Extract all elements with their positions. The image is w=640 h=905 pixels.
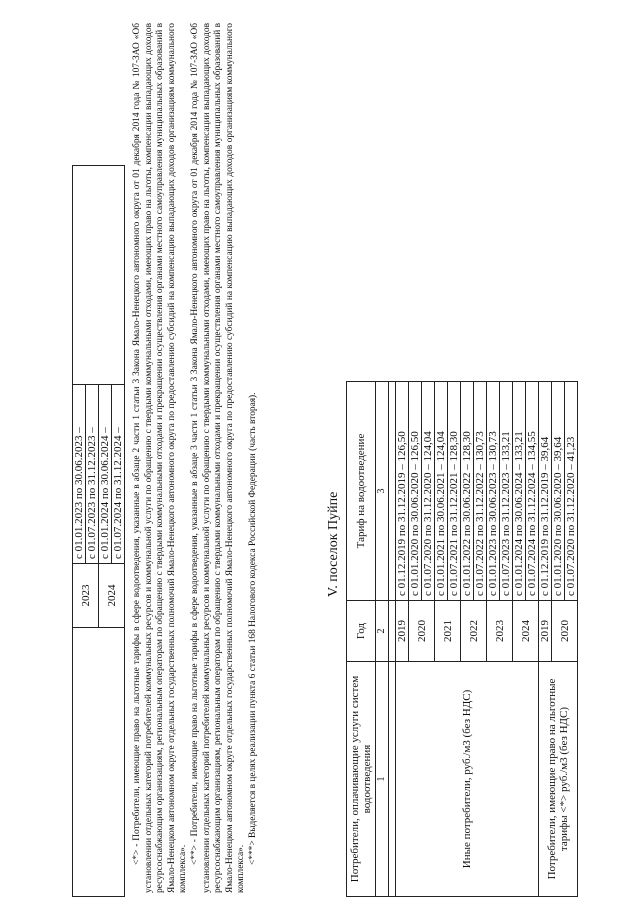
consumer-cell: Иные потребители, руб./м3 (без НДС) bbox=[396, 662, 539, 897]
period-cell: с 01.07.2022 по 31.12.2022 – 130,73 bbox=[474, 382, 487, 601]
spacer-row bbox=[389, 382, 396, 897]
year-cell: 2022 bbox=[461, 601, 487, 662]
period-cell: с 01.07.2024 по 31.12.2024 – 134,55 bbox=[526, 382, 539, 601]
header-year: Год bbox=[347, 601, 376, 662]
year-cell: 2020 bbox=[552, 601, 578, 662]
footnote: <***> Выделяется в целях реализации пункта 6 статьи 168 Налогового кодекса Российской Федерации (часть вторая). bbox=[247, 392, 258, 865]
period-cell: с 01.01.2024 по 30.06.2024 – bbox=[99, 385, 112, 564]
year-cell: 2024 bbox=[99, 564, 125, 628]
period-cell: с 01.01.2020 по 30.06.2020 – 39,64 bbox=[552, 382, 565, 601]
index-cell: 2 bbox=[376, 601, 389, 662]
tariff-table bbox=[346, 381, 578, 897]
table-header-row bbox=[347, 382, 376, 897]
year-cell: 2019 bbox=[396, 601, 409, 662]
table-row bbox=[539, 382, 552, 897]
period-cell: с 01.01.2023 по 30.06.2023 – bbox=[73, 385, 86, 564]
header-tariff: Тариф на водоотведение bbox=[347, 382, 376, 601]
period-cell: с 01.12.2019 по 31.12.2019 – 126,50 bbox=[396, 382, 409, 601]
consumer-cell: Потребители, имеющие право на льготные тарифы <*> руб./м3 (без НДС) bbox=[539, 662, 578, 897]
period-cell: с 01.01.2021 по 30.06.2021 – 124,04 bbox=[435, 382, 448, 601]
year-cell: 2021 bbox=[435, 601, 461, 662]
period-cell: с 01.07.2023 по 31.12.2023 – bbox=[86, 385, 99, 564]
period-cell: с 01.01.2024 по 30.06.2024 – 133,21 bbox=[513, 382, 526, 601]
period-cell: с 01.01.2020 по 30.06.2020 – 126,50 bbox=[409, 382, 422, 601]
period-cell: с 01.07.2023 по 31.12.2023 – 133,21 bbox=[500, 382, 513, 601]
year-cell: 2020 bbox=[409, 601, 435, 662]
empty-cell bbox=[73, 166, 125, 385]
footnote: <**> - Потребители, имеющие право на льготные тарифы в сфере водоотведения, указанные в абзаце 3 части 1 статьи 3 Закона Ямало-Ненецкого автономного округа от 01 декабря 2014 года № 107-ЗАО «Об установлении отдельных категорий потребителей коммунальных ресурсов и коммунальной услуги по обращению с твердыми коммунальными отходами, имеющих право на льготы, компенсации выпадающих доходов ресурсоснабжающим организациям, региональным операторам по обращению с твердыми коммунальными отходами и прекращении осуществления органами местного самоуправления муниципальных образований в Ямало-Ненецком автономном округе отдельных государственных полномочий Ямало-Ненецкого автономного округа по предоставлению субсидий на компенсацию выпадающих доходов организациям коммунального комплекса». bbox=[189, 23, 247, 893]
year-cell: 2024 bbox=[513, 601, 539, 662]
header-consumers: Потребители, оплачивающие услуги систем водоотведения bbox=[347, 662, 376, 897]
period-cell: с 01.07.2024 по 31.12.2024 – bbox=[112, 385, 125, 564]
period-cell: с 01.01.2023 по 30.06.2023 – 130,73 bbox=[487, 382, 500, 601]
empty-cell bbox=[73, 628, 125, 897]
index-cell: 1 bbox=[376, 662, 389, 897]
year-cell: 2019 bbox=[539, 601, 552, 662]
year-cell: 2023 bbox=[487, 601, 513, 662]
footnotes bbox=[132, 23, 260, 893]
table-row bbox=[73, 166, 86, 897]
period-cell: с 01.07.2020 по 31.12.2020 – 124,04 bbox=[422, 382, 435, 601]
section-title: V. поселок Пуйпе bbox=[326, 491, 341, 597]
continuation-table bbox=[72, 165, 125, 897]
footnote: <*> - Потребители, имеющие право на льготные тарифы в сфере водоотведения, указанные в абзаце 2 части 1 статьи 3 Закона Ямало-Ненецкого автономного округа от 01 декабря 2014 года № 107-ЗАО «Об установлении отдельных категорий потребителей коммунальных ресурсов и коммунальной услуги по обращению с твердыми коммунальными отходами, имеющих право на льготы, компенсации выпадающих доходов ресурсоснабжающим организациям, региональным операторам по обращению с твердыми коммунальными отходами и прекращении осуществления органами местного самоуправления муниципальных образований в Ямало-Ненецком автономном округе отдельных государственных полномочий Ямало-Ненецкого автономного округа по предоставлению субсидий на компенсацию выпадающих доходов организациям коммунального комплекса». bbox=[132, 23, 189, 893]
column-index-row bbox=[376, 382, 389, 897]
period-cell: с 01.07.2021 по 31.12.2021 – 128,30 bbox=[448, 382, 461, 601]
period-cell: с 01.12.2019 по 31.12.2019 – 39,64 bbox=[539, 382, 552, 601]
period-cell: с 01.07.2020 по 31.12.2020 – 41,23 bbox=[565, 382, 578, 601]
year-cell: 2023 bbox=[73, 564, 99, 628]
table-row bbox=[396, 382, 409, 897]
index-cell: 3 bbox=[376, 382, 389, 601]
period-cell: с 01.01.2022 по 30.06.2022 – 128,30 bbox=[461, 382, 474, 601]
